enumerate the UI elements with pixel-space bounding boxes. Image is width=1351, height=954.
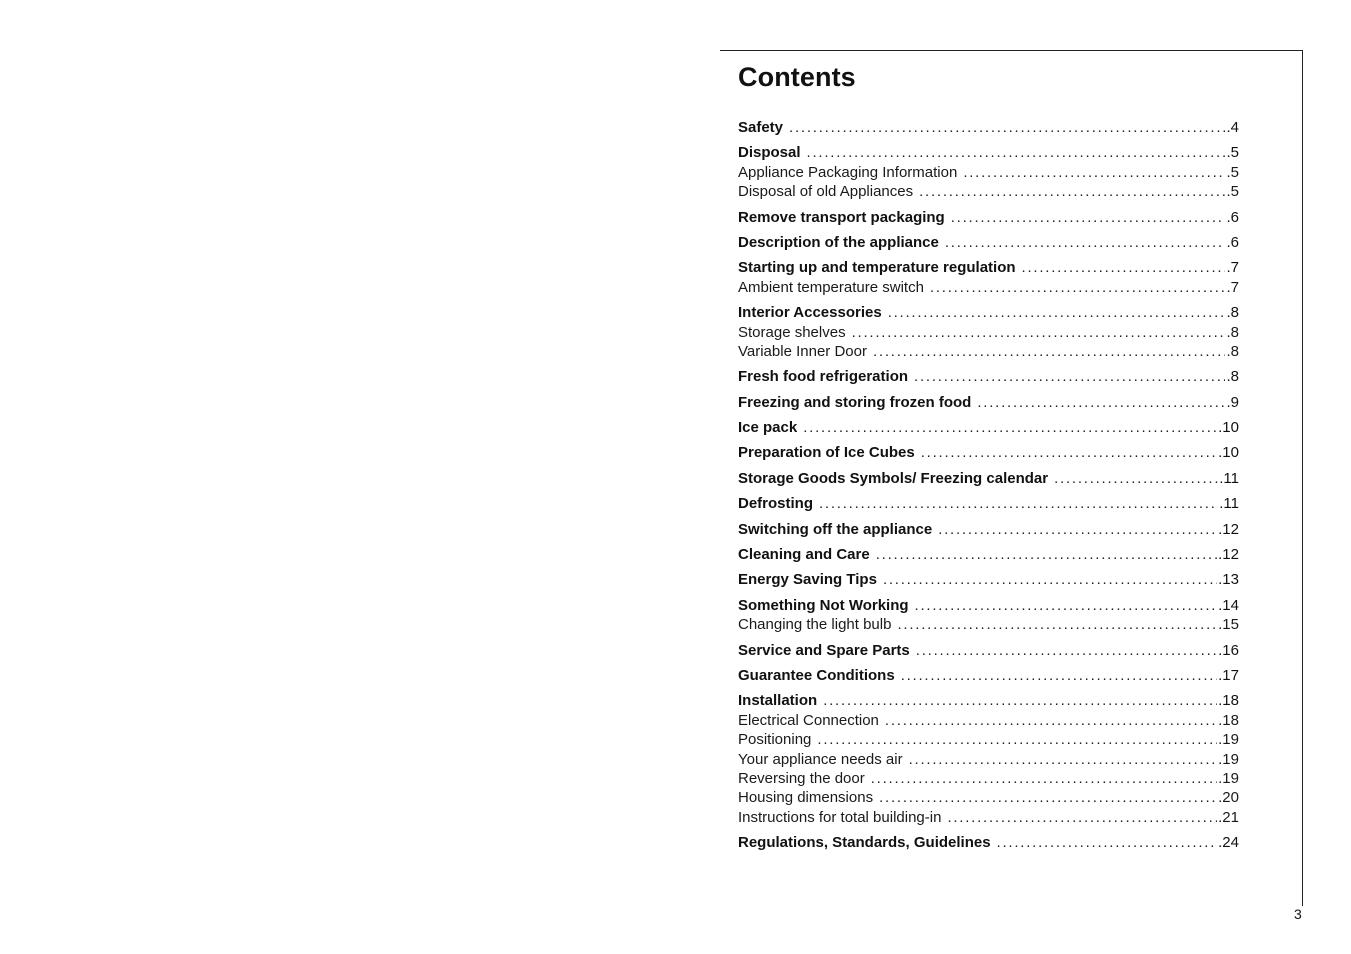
- dot-leader: [963, 163, 1225, 182]
- toc-entry: [738, 494, 1239, 513]
- toc-entry-label: Safety: [738, 119, 784, 136]
- toc-entry-page: .12: [1218, 546, 1239, 564]
- toc-entry: [738, 233, 1239, 252]
- toc-entry-page: .10: [1218, 419, 1239, 437]
- toc-entry: [738, 545, 1239, 564]
- dot-leader: [930, 278, 1226, 297]
- toc-subentry: [738, 750, 1239, 769]
- dot-leader: [817, 730, 1217, 749]
- toc-section: [738, 118, 1239, 137]
- dot-leader: [914, 367, 1225, 386]
- toc-subentry: [738, 342, 1239, 361]
- dot-leader: [916, 641, 1217, 660]
- toc-subentry: [738, 182, 1239, 201]
- dot-leader: [1022, 258, 1226, 277]
- toc-subentry: [738, 730, 1239, 749]
- toc-entry-label: Starting up and temperature regulation: [738, 259, 1016, 277]
- dot-leader: [1054, 469, 1218, 488]
- dot-leader: [921, 443, 1217, 462]
- toc-subentry-page: .19: [1218, 731, 1239, 749]
- frame-top-rule: [720, 50, 1303, 51]
- toc-subentry-page: .8: [1226, 323, 1239, 341]
- toc-subentry: [738, 711, 1239, 730]
- toc-section: [738, 469, 1239, 488]
- dot-leader: [852, 323, 1226, 342]
- toc-section: [738, 545, 1239, 564]
- toc-section: [738, 393, 1239, 412]
- toc-entry-label: Fresh food refrigeration: [738, 368, 909, 386]
- toc-entry-page: .12: [1218, 520, 1239, 538]
- toc-section: [738, 570, 1239, 589]
- toc-subentry-page: .8: [1226, 342, 1239, 360]
- toc-subentry-label: Storage shelves: [738, 323, 846, 341]
- toc-subentry-label: Ambient temperature switch: [738, 278, 924, 296]
- toc-entry-label: Guarantee Conditions: [738, 666, 895, 684]
- toc-entry-label: Regulations, Standards, Guidelines: [738, 834, 991, 852]
- toc-subentry-label: Positioning: [738, 731, 812, 749]
- toc-entry-label: Switching off the appliance: [738, 520, 933, 538]
- toc-subentry-page: .15: [1218, 616, 1239, 634]
- toc-section: [738, 143, 1239, 201]
- toc-subentry: [738, 788, 1239, 807]
- toc-subentry: [738, 278, 1239, 297]
- dot-leader: [879, 788, 1217, 807]
- toc-entry-page: .18: [1218, 692, 1239, 710]
- toc-entry-page: .24: [1218, 834, 1239, 852]
- toc-entry-label: Installation: [738, 692, 818, 710]
- toc-section: [738, 233, 1239, 252]
- toc-entry: [738, 641, 1239, 660]
- toc-section: [738, 691, 1239, 827]
- toc-entry: [738, 520, 1239, 539]
- toc-subentry-label: Your appliance needs air: [738, 750, 903, 768]
- toc-entry-page: .6: [1226, 208, 1239, 226]
- dot-leader: [919, 182, 1225, 201]
- dot-leader: [915, 596, 1218, 615]
- dot-leader: [888, 303, 1226, 322]
- toc-section: [738, 443, 1239, 462]
- table-of-contents: [738, 118, 1239, 859]
- toc-entry-page: .10: [1218, 444, 1239, 462]
- frame-right-rule: [1302, 50, 1303, 906]
- toc-subentry: [738, 163, 1239, 182]
- toc-subentry-page: .5: [1226, 183, 1239, 201]
- toc-subentry: [738, 323, 1239, 342]
- toc-subentry: [738, 808, 1239, 827]
- toc-section: [738, 303, 1239, 361]
- toc-entry-label: Description of the appliance: [738, 233, 939, 251]
- toc-entry: [738, 666, 1239, 685]
- toc-entry-label: Cleaning and Care: [738, 546, 870, 564]
- toc-entry-label: Preparation of Ice Cubes: [738, 444, 915, 462]
- toc-subentry: [738, 615, 1239, 634]
- dot-leader: [947, 808, 1217, 827]
- dot-leader: [819, 494, 1218, 513]
- dot-leader: [803, 418, 1217, 437]
- toc-subentry-page: .21: [1218, 808, 1239, 826]
- dot-leader: [951, 208, 1226, 227]
- toc-section: [738, 418, 1239, 437]
- dot-leader: [938, 520, 1217, 539]
- toc-entry-page: .11: [1219, 469, 1239, 487]
- toc-subentry-page: .18: [1218, 711, 1239, 729]
- dot-leader: [871, 769, 1217, 788]
- toc-entry-label: Something Not Working: [738, 596, 909, 614]
- dot-leader: [873, 342, 1226, 361]
- toc-entry-label: Service and Spare Parts: [738, 641, 910, 659]
- toc-entry-page: .9: [1226, 393, 1239, 411]
- toc-section: [738, 596, 1239, 635]
- toc-section: [738, 208, 1239, 227]
- dot-leader: [789, 118, 1225, 137]
- toc-entry: [738, 469, 1239, 488]
- toc-subentry-page: .20: [1218, 789, 1239, 807]
- toc-subentry-page: .19: [1218, 750, 1239, 768]
- toc-entry: [738, 596, 1239, 615]
- toc-entry: [738, 208, 1239, 227]
- dot-leader: [977, 393, 1225, 412]
- toc-entry: [738, 833, 1239, 852]
- toc-entry-label: Storage Goods Symbols/ Freezing calendar: [738, 469, 1049, 487]
- toc-subentry-label: Housing dimensions: [738, 789, 874, 807]
- toc-subentry-label: Appliance Packaging Information: [738, 163, 958, 181]
- toc-entry: [738, 118, 1239, 137]
- toc-entry: [738, 570, 1239, 589]
- dot-leader: [823, 691, 1217, 710]
- toc-entry-page: .7: [1226, 259, 1239, 277]
- toc-entry-page: .16: [1218, 641, 1239, 659]
- toc-entry-page: .13: [1218, 571, 1239, 589]
- toc-subentry-label: Disposal of old Appliances: [738, 183, 914, 201]
- toc-section: [738, 258, 1239, 297]
- dot-leader: [909, 750, 1218, 769]
- toc-entry-label: Ice pack: [738, 419, 798, 437]
- toc-subentry-label: Electrical Connection: [738, 711, 879, 729]
- dot-leader: [897, 615, 1217, 634]
- dot-leader: [901, 666, 1217, 685]
- toc-subentry: [738, 769, 1239, 788]
- dot-leader: [807, 143, 1226, 162]
- toc-entry-page: .14: [1218, 596, 1239, 614]
- toc-subentry-label: Instructions for total building-in: [738, 808, 942, 826]
- toc-entry-label: Disposal: [738, 144, 801, 162]
- toc-section: [738, 641, 1239, 660]
- toc-section: [738, 520, 1239, 539]
- toc-entry-label: Interior Accessories: [738, 304, 882, 322]
- toc-entry: [738, 443, 1239, 462]
- toc-entry-page: .8: [1226, 368, 1239, 386]
- dot-leader: [945, 233, 1226, 252]
- toc-entry-page: .6: [1226, 233, 1239, 251]
- toc-entry: [738, 143, 1239, 162]
- toc-entry-label: Energy Saving Tips: [738, 571, 877, 589]
- toc-entry-page: .8: [1226, 304, 1239, 322]
- toc-section: [738, 494, 1239, 513]
- toc-entry: [738, 691, 1239, 710]
- toc-entry-page: .4: [1226, 119, 1239, 136]
- toc-entry-page: .5: [1226, 144, 1239, 162]
- toc-subentry-page: .5: [1226, 163, 1239, 181]
- toc-entry: [738, 393, 1239, 412]
- toc-subentry-page: .7: [1226, 278, 1239, 296]
- dot-leader: [997, 833, 1218, 852]
- toc-entry: [738, 258, 1239, 277]
- toc-entry-label: Defrosting: [738, 495, 813, 513]
- toc-subentry-label: Variable Inner Door: [738, 342, 867, 360]
- toc-entry-label: Remove transport packaging: [738, 208, 945, 226]
- toc-entry: [738, 303, 1239, 322]
- toc-section: [738, 666, 1239, 685]
- page-title: Contents: [738, 62, 856, 92]
- toc-section: [738, 833, 1239, 852]
- page-number: 3: [1294, 906, 1302, 922]
- toc-entry-label: Freezing and storing frozen food: [738, 393, 972, 411]
- toc-subentry-label: Changing the light bulb: [738, 616, 892, 634]
- toc-section: [738, 367, 1239, 386]
- toc-subentry-label: Reversing the door: [738, 769, 865, 787]
- dot-leader: [885, 711, 1217, 730]
- toc-entry-page: .11: [1219, 495, 1239, 513]
- dot-leader: [876, 545, 1217, 564]
- toc-subentry-page: .19: [1218, 769, 1239, 787]
- dot-leader: [883, 570, 1217, 589]
- toc-entry-page: .17: [1218, 666, 1239, 684]
- toc-entry: [738, 367, 1239, 386]
- toc-entry: [738, 418, 1239, 437]
